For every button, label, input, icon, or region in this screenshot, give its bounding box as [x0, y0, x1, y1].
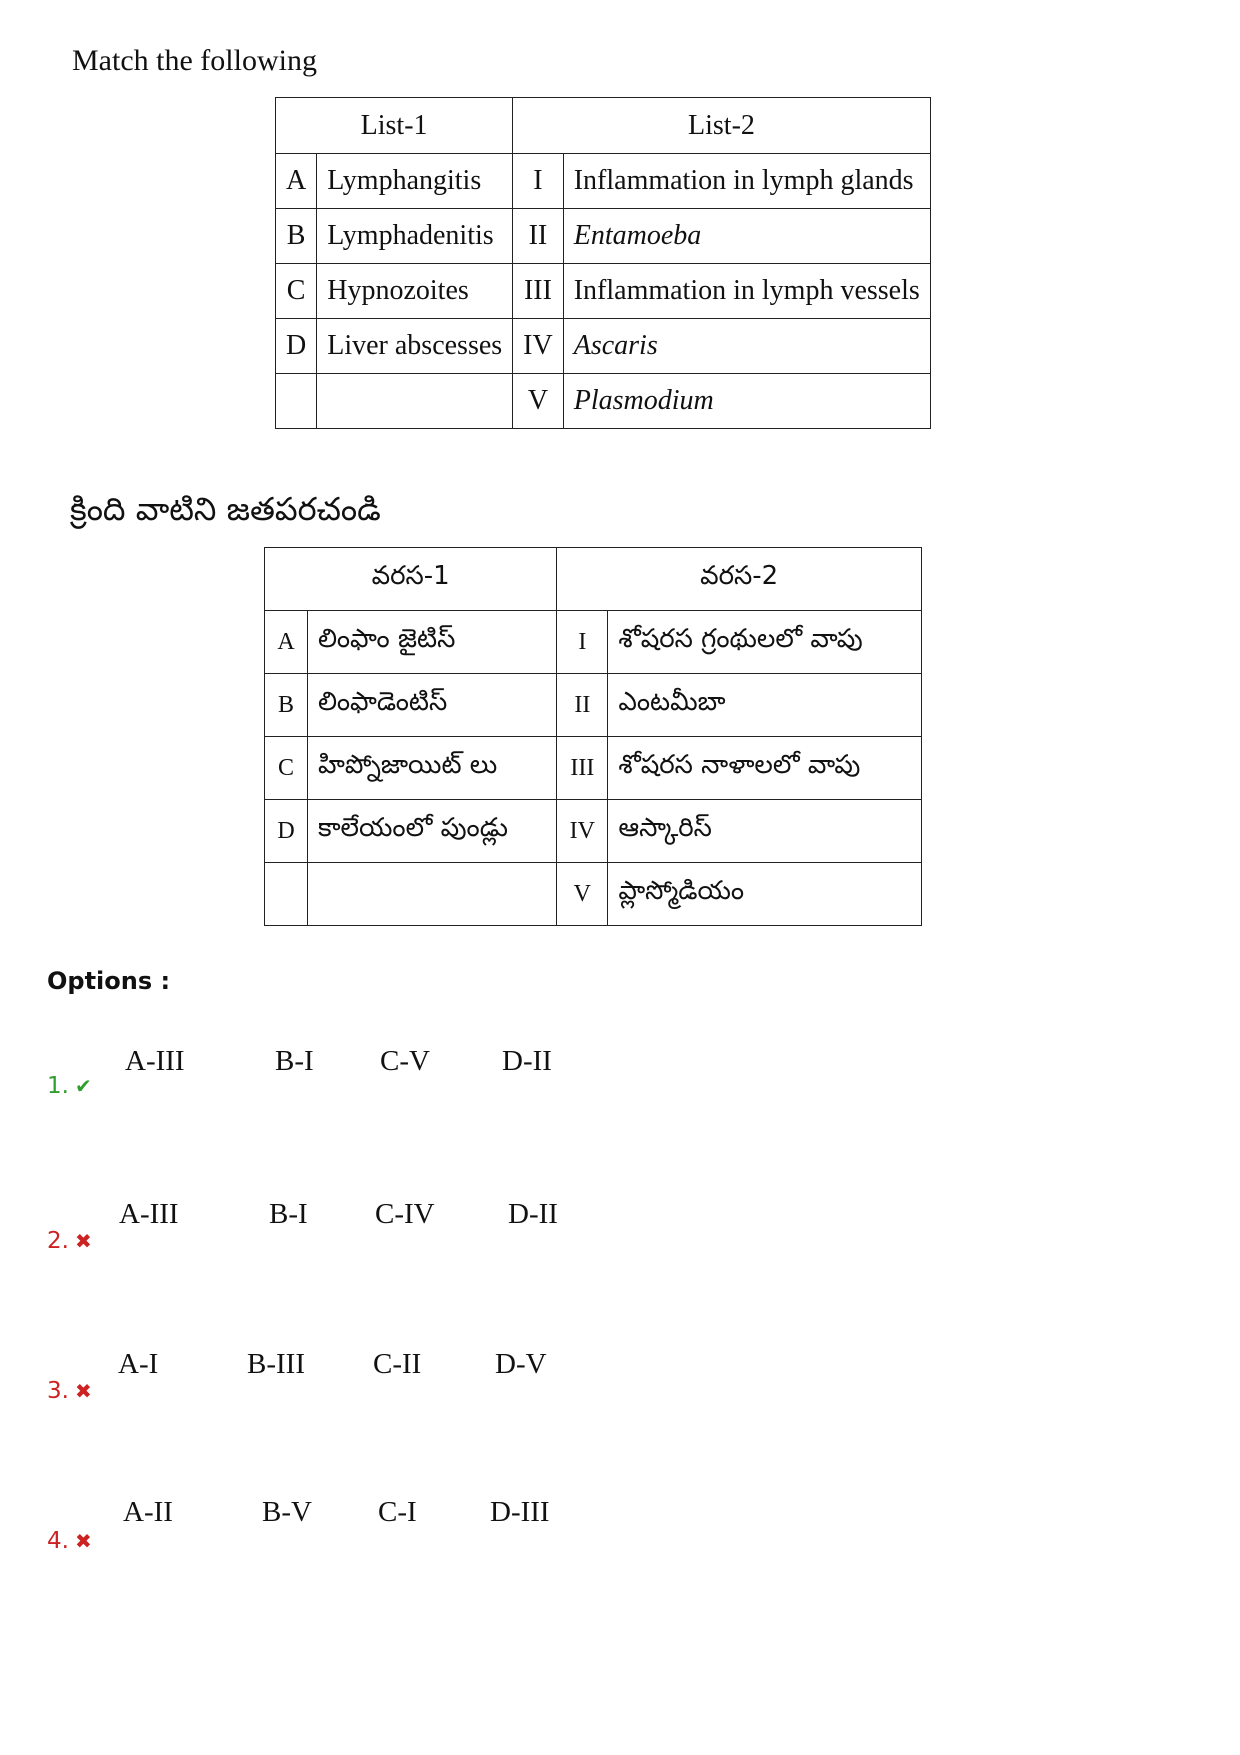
option-4-answer[interactable] [0, 1496, 700, 1536]
cross-icon: ✖ [74, 1229, 92, 1253]
list-2-header: List-2 [513, 98, 931, 154]
list-1-item: Hypnozoites [317, 264, 513, 319]
list-2-item: Inflammation in lymph vessels [563, 264, 930, 319]
row-letter: B [265, 674, 308, 737]
question-title-te: క్రింది వాటిని జతపరచండి [70, 490, 381, 528]
row-letter: A [265, 611, 308, 674]
option-part: C-I [378, 1496, 417, 1528]
list-2-header: వరస-2 [557, 548, 922, 611]
option-3-answer[interactable] [0, 1348, 700, 1388]
option-number-text: 4. [47, 1528, 69, 1554]
table-header-row [276, 98, 931, 154]
option-part: C-II [373, 1348, 422, 1380]
option-1-answer[interactable] [0, 1045, 700, 1085]
list-1-item: Lymphadenitis [317, 209, 513, 264]
table-header-row [265, 548, 922, 611]
list-2-item: ఎంటమీబా [608, 674, 922, 737]
option-number-text: 2. [47, 1228, 69, 1254]
list-1-item: Lymphangitis [317, 154, 513, 209]
row-numeral: III [513, 264, 564, 319]
option-part: B-I [275, 1045, 314, 1077]
row-numeral: IV [557, 800, 608, 863]
option-part: C-IV [375, 1198, 435, 1230]
row-letter: C [276, 264, 317, 319]
option-part: A-III [125, 1045, 185, 1077]
check-icon: ✔ [74, 1074, 92, 1098]
option-part: A-III [119, 1198, 179, 1230]
row-letter: D [276, 319, 317, 374]
list-2-item: శోషరస నాళాలలో వాపు [608, 737, 922, 800]
row-letter: D [265, 800, 308, 863]
list-2-item: Inflammation in lymph glands [563, 154, 930, 209]
option-part: D-II [508, 1198, 558, 1230]
option-part: A-II [123, 1496, 173, 1528]
list-2-item: Ascaris [563, 319, 930, 374]
table-row [276, 209, 931, 264]
option-2-answer[interactable] [0, 1198, 700, 1238]
option-part: D-II [502, 1045, 552, 1077]
option-part: D-III [490, 1496, 550, 1528]
option-part: D-V [495, 1348, 547, 1380]
row-letter: C [265, 737, 308, 800]
table-row [265, 863, 922, 926]
option-part: B-I [269, 1198, 308, 1230]
list-2-item: శోషరస గ్రంథులలో వాపు [608, 611, 922, 674]
row-numeral: III [557, 737, 608, 800]
row-numeral: I [513, 154, 564, 209]
row-letter [265, 863, 308, 926]
list-1-item: Liver abscesses [317, 319, 513, 374]
list-1-header: List-1 [276, 98, 513, 154]
list-1-header: వరస-1 [265, 548, 557, 611]
match-table-en [275, 97, 931, 429]
table-row [276, 374, 931, 429]
option-part: A-I [118, 1348, 159, 1380]
table-row [276, 264, 931, 319]
option-part: B-V [262, 1496, 312, 1528]
table-row [276, 154, 931, 209]
option-number-text: 1. [47, 1073, 69, 1099]
list-1-item: లింఫాడెంటిస్ [308, 674, 557, 737]
list-2-item: ప్లాస్మోడియం [608, 863, 922, 926]
list-2-item: ఆస్కారిస్ [608, 800, 922, 863]
row-numeral: V [557, 863, 608, 926]
cross-icon: ✖ [74, 1529, 92, 1553]
row-numeral: V [513, 374, 564, 429]
question-title-en: Match the following [72, 44, 317, 77]
option-part: C-V [380, 1045, 430, 1077]
list-2-item: Plasmodium [563, 374, 930, 429]
list-1-item [308, 863, 557, 926]
match-table-te [264, 547, 922, 926]
cross-icon: ✖ [74, 1379, 92, 1403]
table-row [276, 319, 931, 374]
list-1-item: లింఫాం జైటిస్ [308, 611, 557, 674]
row-numeral: I [557, 611, 608, 674]
option-number-text: 3. [47, 1378, 69, 1404]
table-row [265, 611, 922, 674]
row-letter [276, 374, 317, 429]
table-row [265, 800, 922, 863]
option-part: B-III [247, 1348, 305, 1380]
list-2-item: Entamoeba [563, 209, 930, 264]
table-row [265, 674, 922, 737]
list-1-item [317, 374, 513, 429]
row-letter: A [276, 154, 317, 209]
list-1-item: హిప్నోజాయిట్ లు [308, 737, 557, 800]
row-numeral: IV [513, 319, 564, 374]
row-numeral: II [557, 674, 608, 737]
table-row [265, 737, 922, 800]
options-label: Options : [47, 967, 171, 995]
row-letter: B [276, 209, 317, 264]
row-numeral: II [513, 209, 564, 264]
list-1-item: కాలేయంలో పుండ్లు [308, 800, 557, 863]
